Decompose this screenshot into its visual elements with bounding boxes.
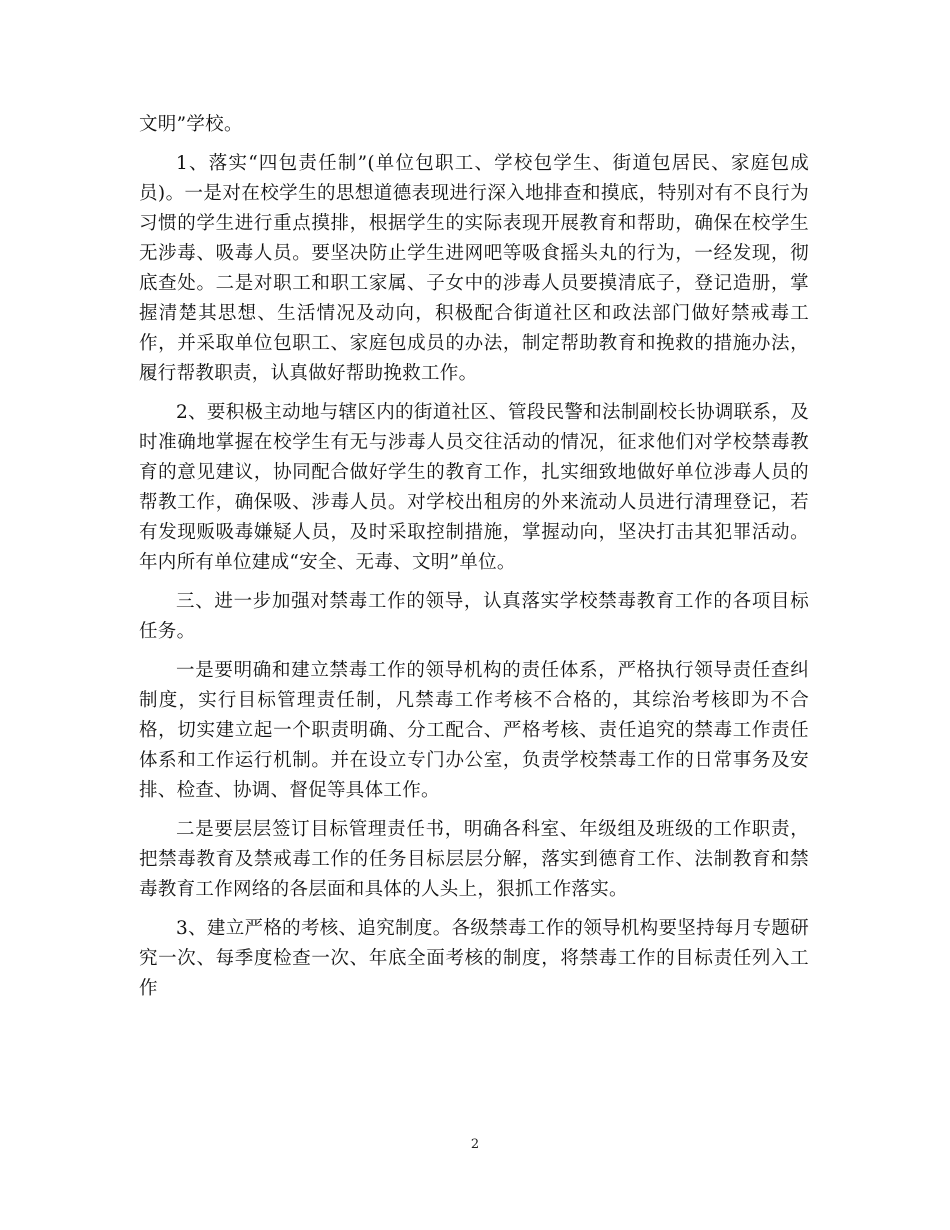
paragraph: 3、建立严格的考核、追究制度。各级禁毒工作的领导机构要坚持每月专题研究一次、每季度检查一次、年底全面考核的制度，将禁毒工作的目标责任列入工作 <box>139 918 809 999</box>
paragraph: 文明”学校。 <box>139 114 243 135</box>
paragraph: 三、进一步加强对禁毒工作的领导，认真落实学校禁毒教育工作的各项目标任务。 <box>139 591 809 642</box>
paragraph: 二是要层层签订目标管理责任书，明确各科室、年级组及班级的工作职责，把禁毒教育及禁戒毒工作的任务目标层层分解，落实到德育工作、法制教育和禁毒教育工作网络的各层面和具体的人头上，狠抓工作落实。 <box>139 819 809 900</box>
document-body <box>139 110 809 1013</box>
page-number: 2 <box>470 1137 480 1152</box>
paragraph: 1、落实“四包责任制”(单位包职工、学校包学生、街道包居民、家庭包成员)。一是对在校学生的思想道德表现进行深入地排查和摸底，特别对有不良行为习惯的学生进行重点摸排，根据学生的实际表现开展教育和帮助，确保在校学生无涉毒、吸毒人员。要坚决防止学生进网吧等吸食摇头丸的行为，一经发现，彻底查处。二是对职工和职工家属、子女中的涉毒人员要摸清底子，登记造册，掌握清楚其思想、生活情况及动向，积极配合街道社区和政法部门做好禁戒毒工作，并采取单位包职工、家庭包成员的办法，制定帮助教育和挽救的措施办法，履行帮教职责，认真做好帮助挽救工作。 <box>139 153 809 384</box>
paragraph: 一是要明确和建立禁毒工作的领导机构的责任体系，严格执行领导责任查纠制度，实行目标管理责任制，凡禁毒工作考核不合格的，其综治考核即为不合格，切实建立起一个职责明确、分工配合、严格考核、责任追究的禁毒工作责任体系和工作运行机制。并在设立专门办公室，负责学校禁毒工作的日常事务及安排、检查、协调、督促等具体工作。 <box>139 660 809 801</box>
paragraph: 2、要积极主动地与辖区内的街道社区、管段民警和法制副校长协调联系，及时准确地掌握在校学生有无与涉毒人员交往活动的情况，征求他们对学校禁毒教育的意见建议，协同配合做好学生的教育工作，扎实细致地做好单位涉毒人员的帮教工作，确保吸、涉毒人员。对学校出租房的外来流动人员进行清理登记，若有发现贩吸毒嫌疑人员，及时采取控制措施，掌握动向，坚决打击其犯罪活动。年内所有单位建成“安全、无毒、文明”单位。 <box>139 402 809 573</box>
